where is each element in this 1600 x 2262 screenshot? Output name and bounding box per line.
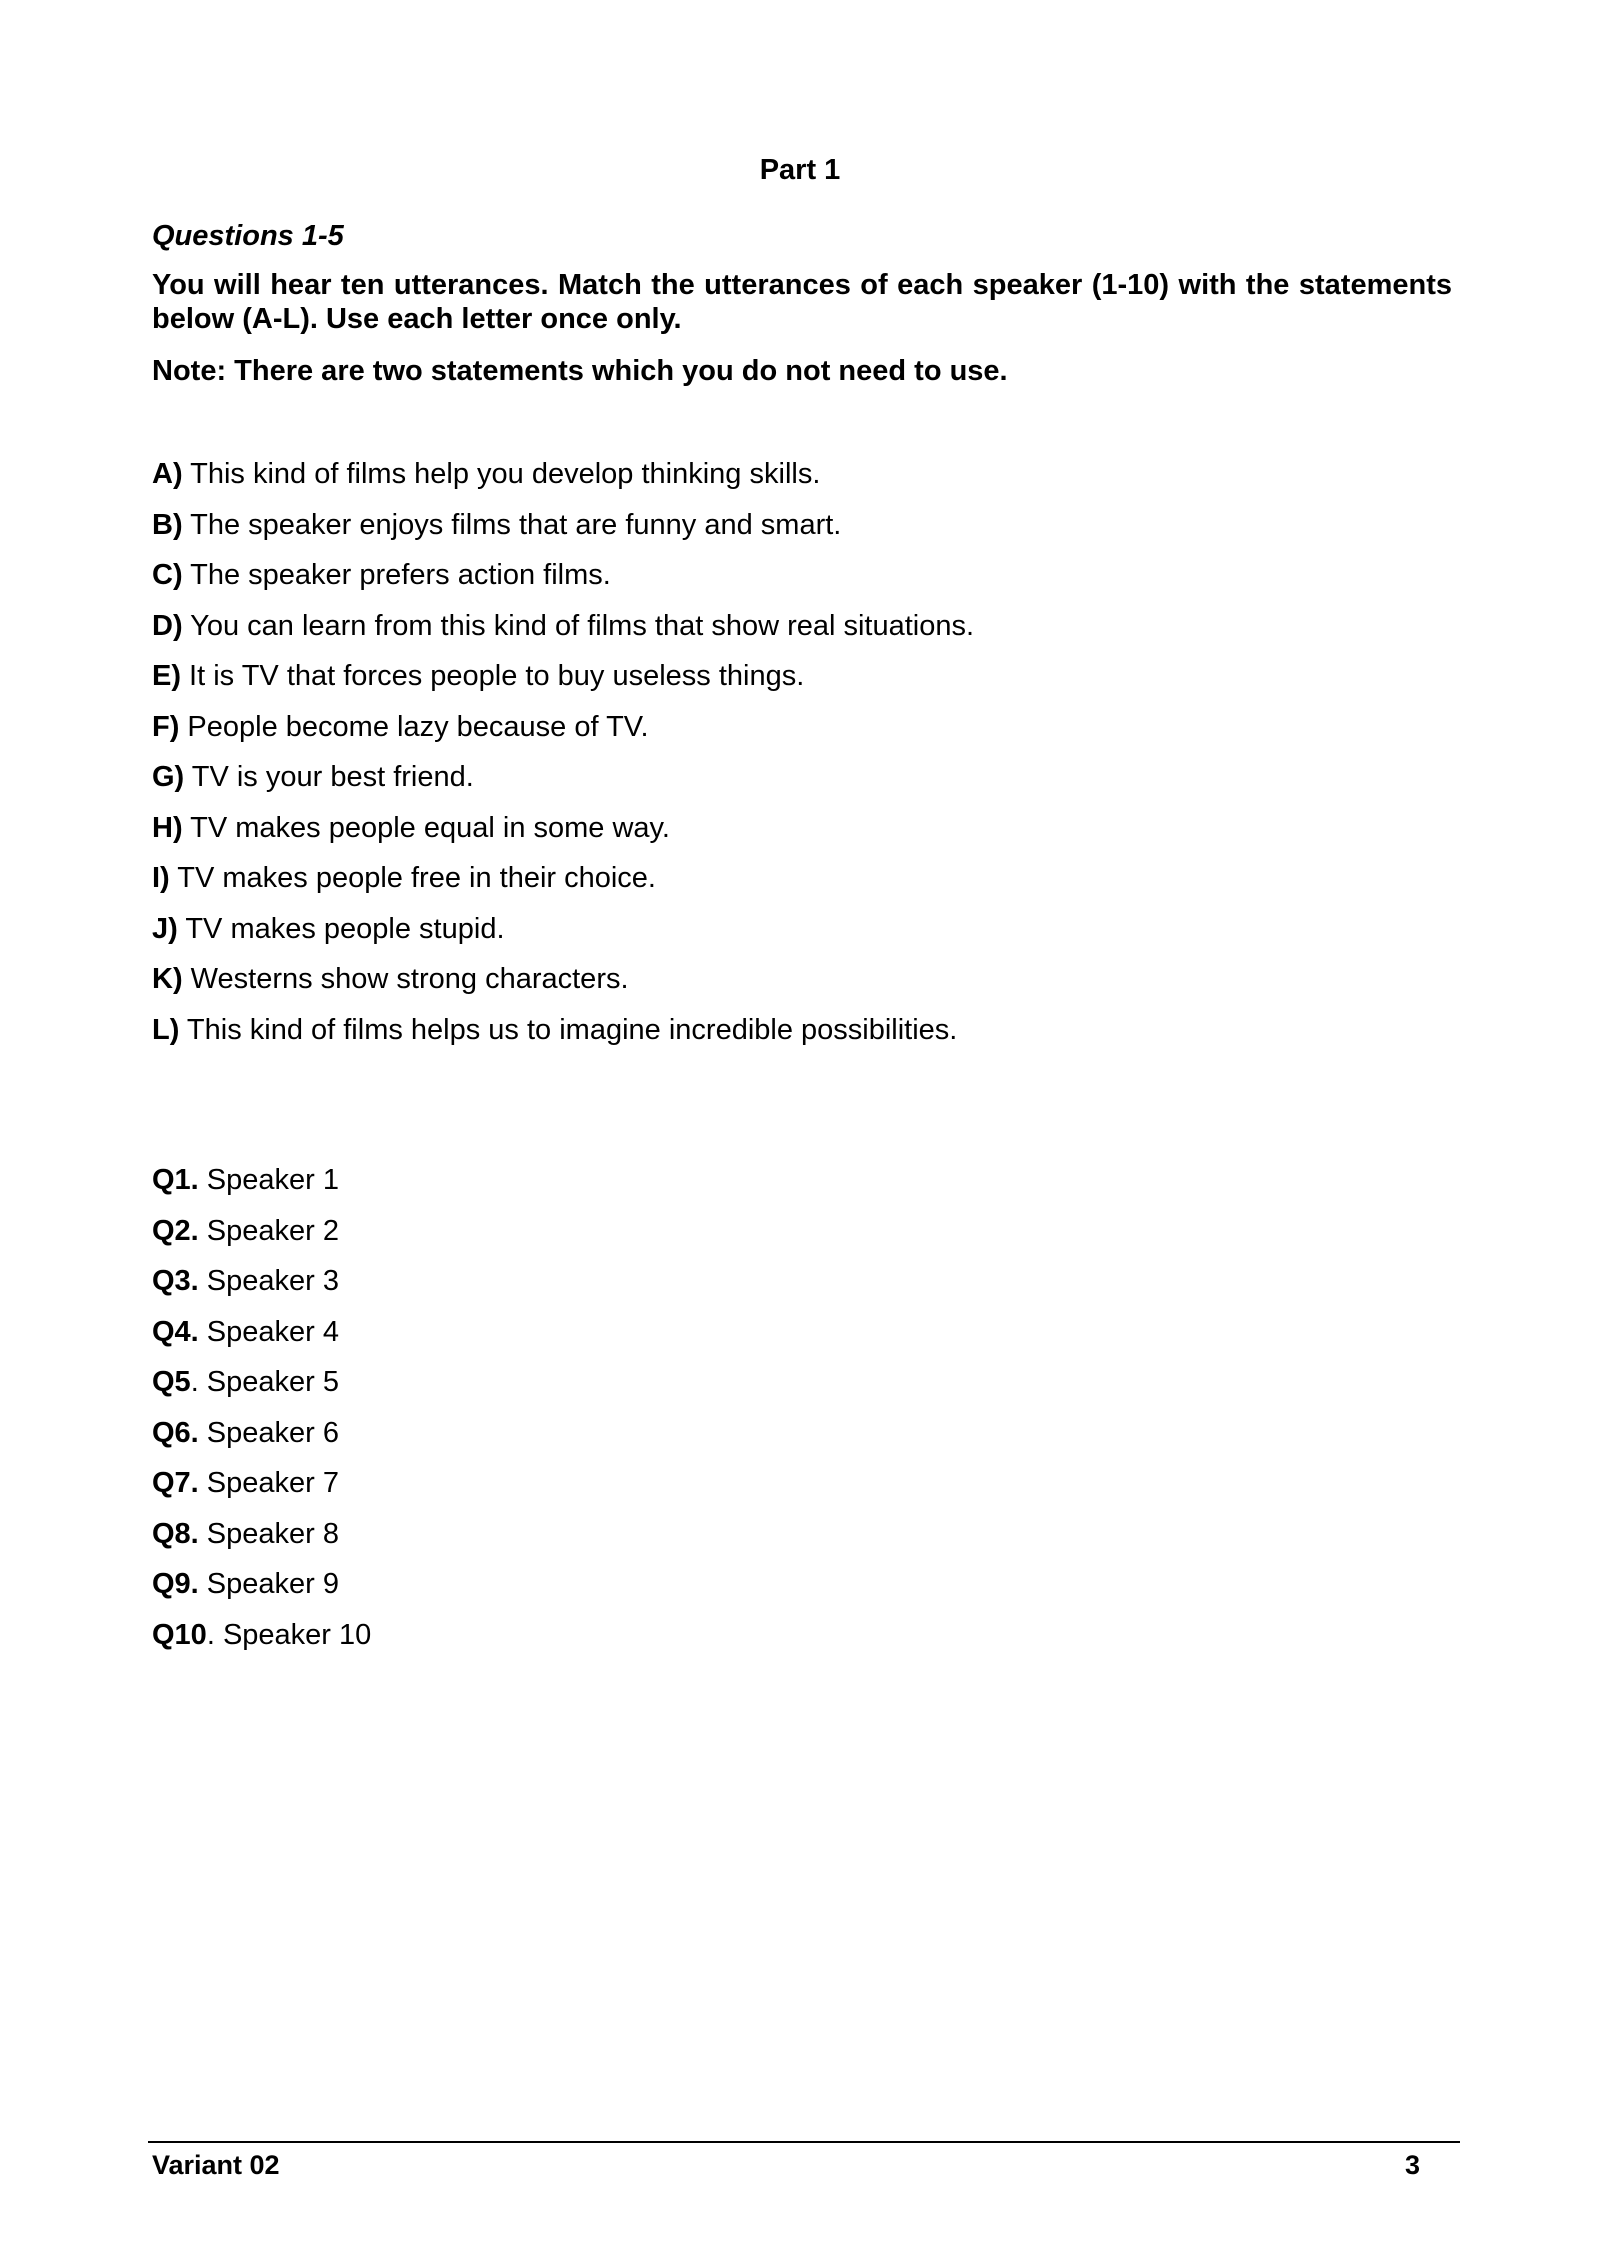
question-item <box>152 1617 371 1668</box>
statement-letter: I) <box>152 862 170 894</box>
page-title: Part 1 <box>759 154 841 186</box>
statement-item <box>152 961 974 1012</box>
question-label: Q3. <box>152 1265 199 1297</box>
statement-item <box>152 1012 974 1063</box>
question-label: Q6. <box>152 1416 199 1449</box>
question-text: Speaker 8 <box>198 1517 340 1550</box>
statement-letter: A) <box>152 458 183 490</box>
question-label: Q7. <box>152 1467 199 1499</box>
statement-text: The speaker prefers action films. <box>182 559 611 591</box>
statement-letter: K) <box>152 963 183 995</box>
statement-item <box>152 911 974 962</box>
statement-item <box>152 456 974 507</box>
statement-item <box>152 557 974 608</box>
footer-variant: Variant 02 <box>152 2150 280 2180</box>
statement-text: Westerns show strong characters. <box>182 963 629 995</box>
statement-text: TV makes people stupid. <box>177 912 505 945</box>
footer-divider <box>148 2141 1460 2143</box>
statement-item <box>152 810 974 861</box>
statement-letter: F) <box>152 710 180 743</box>
question-label: Q8. <box>152 1517 199 1550</box>
question-item <box>152 1364 371 1415</box>
statement-item <box>152 860 974 911</box>
note: Note: There are two statements which you do not need to use. <box>152 355 1008 387</box>
question-label: Q9. <box>152 1568 199 1600</box>
statement-item <box>152 658 974 709</box>
statement-letter: L) <box>152 1013 180 1046</box>
question-text: Speaker 3 <box>198 1265 340 1297</box>
question-item <box>152 1162 371 1213</box>
statement-letter: J) <box>152 912 178 945</box>
question-item <box>152 1314 371 1365</box>
question-text: Speaker 2 <box>198 1214 340 1247</box>
question-label: Q10 <box>152 1618 207 1651</box>
question-text: Speaker 7 <box>198 1467 340 1499</box>
question-text: Speaker 4 <box>198 1315 340 1348</box>
statement-item <box>152 709 974 760</box>
question-text: Speaker 6 <box>198 1416 340 1449</box>
statement-text: This kind of films help you develop thinking skills. <box>182 458 821 490</box>
statements-list <box>152 456 974 1062</box>
statement-item <box>152 608 974 659</box>
page-number: 3 <box>1404 2150 1420 2180</box>
questions-heading: Questions 1-5 <box>152 220 344 252</box>
statement-letter: D) <box>152 609 183 642</box>
statement-letter: G) <box>152 761 185 793</box>
question-item <box>152 1213 371 1264</box>
statement-letter: E) <box>152 660 181 692</box>
question-item <box>152 1465 371 1516</box>
statement-text: The speaker enjoys films that are funny and smart. <box>182 508 842 541</box>
question-label: Q2. <box>152 1214 199 1247</box>
question-item <box>152 1415 371 1466</box>
question-label: Q5 <box>152 1366 191 1398</box>
question-item <box>152 1516 371 1567</box>
instructions: You will hear ten utterances. Match the utterances of each speaker (1-10) with the statements below (A-L). Use each letter once only. <box>152 269 1452 335</box>
statement-text: This kind of films helps us to imagine incredible possibilities. <box>179 1013 958 1046</box>
question-text: . Speaker 10 <box>206 1618 372 1651</box>
statement-letter: C) <box>152 559 183 591</box>
question-text: Speaker 1 <box>198 1164 340 1196</box>
statement-text: TV makes people equal in some way. <box>182 811 670 844</box>
question-item <box>152 1566 371 1617</box>
question-item <box>152 1263 371 1314</box>
statement-item <box>152 759 974 810</box>
statement-text: It is TV that forces people to buy useless things. <box>181 660 805 692</box>
statement-text: You can learn from this kind of films that show real situations. <box>182 609 975 642</box>
question-label: Q1. <box>152 1164 199 1196</box>
statement-letter: B) <box>152 508 183 541</box>
statement-text: TV makes people free in their choice. <box>169 862 656 894</box>
statement-letter: H) <box>152 811 183 844</box>
question-text: . Speaker 5 <box>190 1366 340 1398</box>
statement-text: People become lazy because of TV. <box>179 710 649 743</box>
statement-text: TV is your best friend. <box>184 761 474 793</box>
question-text: Speaker 9 <box>198 1568 340 1600</box>
statement-item <box>152 507 974 558</box>
question-label: Q4. <box>152 1315 199 1348</box>
questions-list <box>152 1162 371 1667</box>
